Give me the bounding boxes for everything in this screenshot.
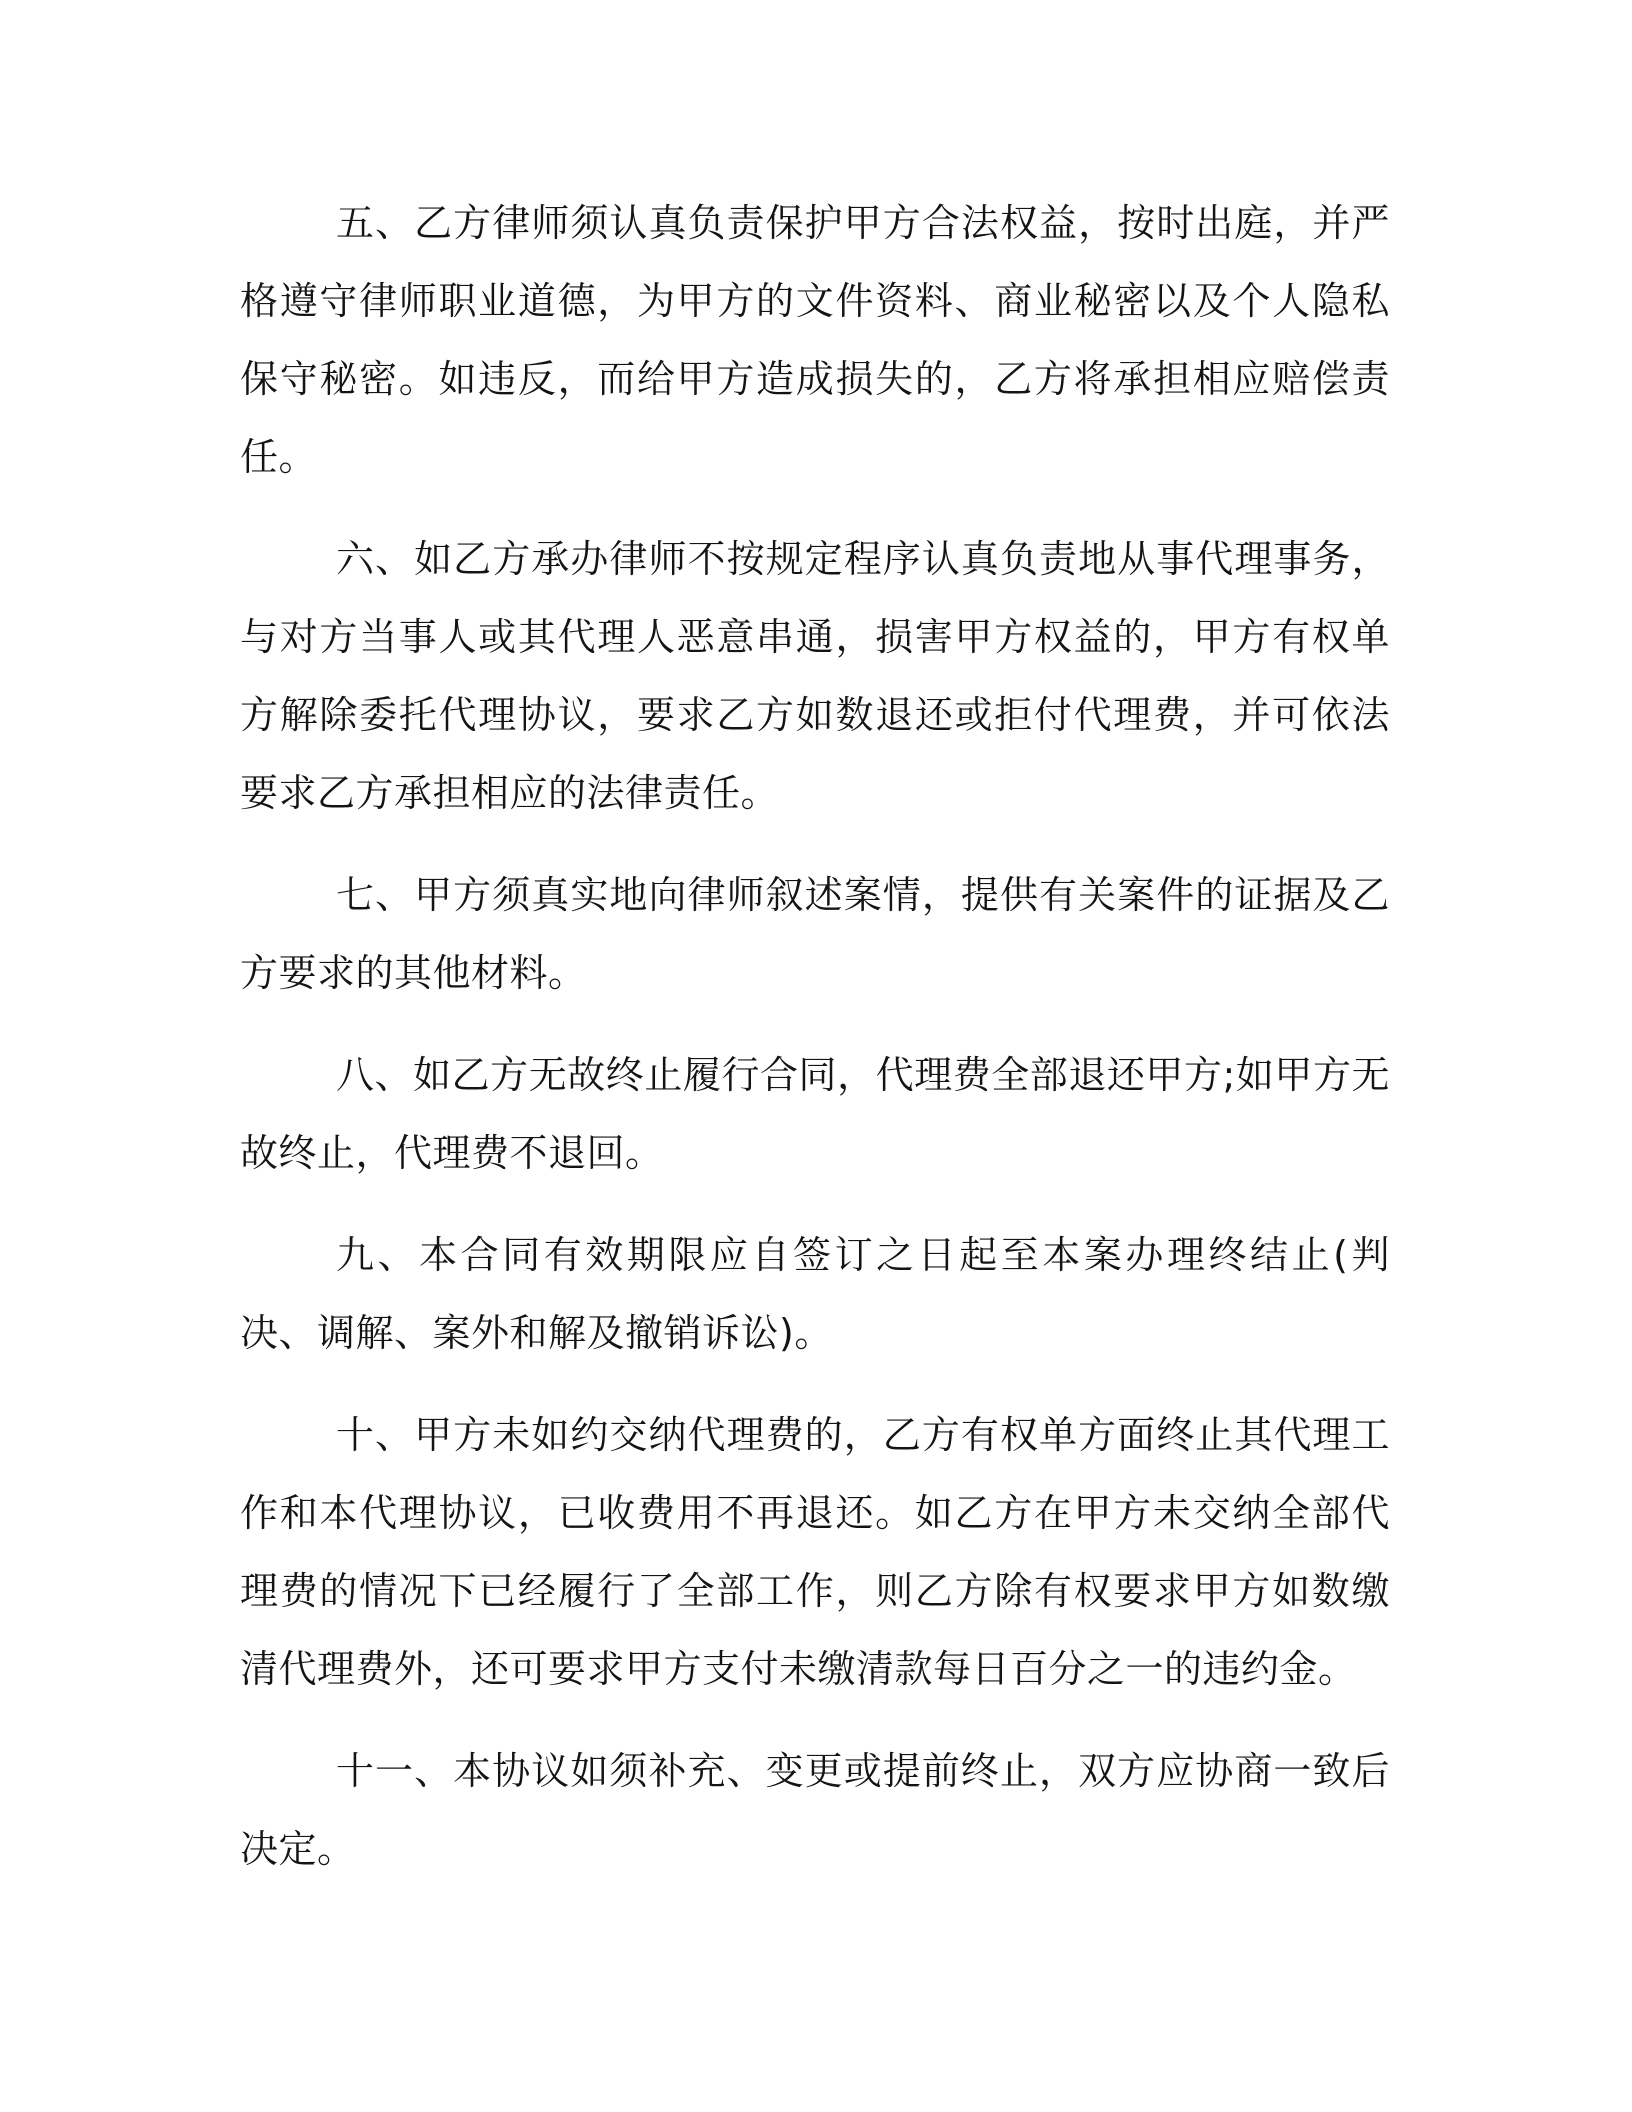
clause-6: 六、如乙方承办律师不按规定程序认真负责地从事代理事务，与对方当事人或其代理人恶意串通，损害甲方权益的，甲方有权单方解除委托代理协议，要求乙方如数退还或拒付代理费，并可依法要求乙方承担相应的法律责任。 — [240, 537, 1390, 815]
document-body — [240, 184, 1390, 1912]
clause-11: 十一、本协议如须补充、变更或提前终止，双方应协商一致后决定。 — [240, 1749, 1390, 1871]
clause-10: 十、甲方未如约交纳代理费的，乙方有权单方面终止其代理工作和本代理协议，已收费用不再退还。如乙方在甲方未交纳全部代理费的情况下已经履行了全部工作，则乙方除有权要求甲方如数缴清代理费外，还可要求甲方支付未缴清款每日百分之一的违约金。 — [240, 1413, 1390, 1691]
clause-9: 九、本合同有效期限应自签订之日起至本案办理终结止(判决、调解、案外和解及撤销诉讼)。 — [240, 1233, 1390, 1355]
clause-7: 七、甲方须真实地向律师叙述案情，提供有关案件的证据及乙方要求的其他材料。 — [240, 873, 1390, 995]
clause-8: 八、如乙方无故终止履行合同，代理费全部退还甲方;如甲方无故终止，代理费不退回。 — [240, 1053, 1390, 1175]
clause-5: 五、乙方律师须认真负责保护甲方合法权益，按时出庭，并严格遵守律师职业道德，为甲方的文件资料、商业秘密以及个人隐私保守秘密。如违反，而给甲方造成损失的，乙方将承担相应赔偿责任。 — [240, 201, 1390, 479]
